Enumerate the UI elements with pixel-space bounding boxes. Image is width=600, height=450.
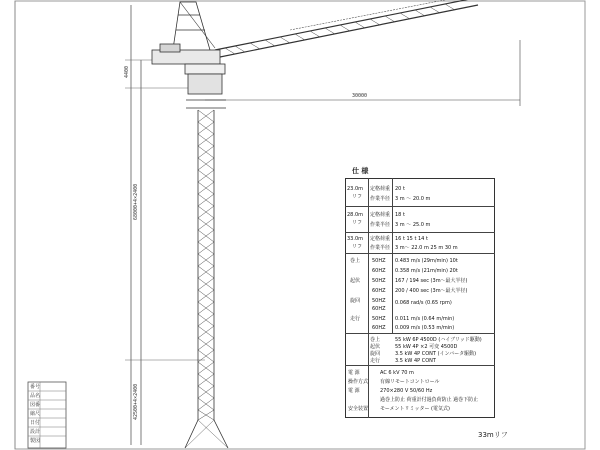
cap-group-2: 28.0m [347,212,364,218]
title-block-label-6: 設計 [30,429,41,435]
motion-hz-1: 50HZ [372,258,386,264]
misc-value-1: AC 6 kV 70 m [380,370,414,376]
motion-section-1: 巻上 [350,258,361,264]
motion-hz-4: 60HZ [372,288,386,294]
drawing-caption: 33mリフ [478,431,508,439]
cap-label-4: 作業半径 [370,222,391,228]
mast-height-label: 68000+4×2400 [133,183,139,220]
crane-mast [185,110,228,448]
misc-value-4: 過巻上防止 荷重計付過負荷防止 過巻下防止 [380,397,479,403]
motion-hz-5: 50HZ [372,298,386,304]
radius-label: 30000 [352,93,368,99]
cap-label-5: 定格荷重 [370,236,391,242]
motor-label-4: 走行 [370,358,381,364]
misc-value-3: 270×280 V 50/60 Hz [380,388,433,394]
title-block-label-4: 縮尺 [30,411,41,417]
cap-value-3: 18 t [395,212,405,218]
crane-head [152,2,226,108]
motion-hz-8: 60HZ [372,325,386,331]
misc-label-1: 電 源 [348,370,360,376]
cap-value-5: 16 t 15 t 14 t [395,236,428,242]
motion-hz-7: 50HZ [372,316,386,322]
motor-value-1: 55 kW 6P 4500D (ハイブリッド駆動) [395,337,482,343]
crane-jib [215,0,478,58]
motor-value-2: 55 kW 4P ×2 可変 4500D [395,344,458,350]
cap-group-1: 23.0m [347,186,364,192]
lower-height-label: 42500+4×2400 [133,383,139,420]
motion-hz-2: 60HZ [372,268,386,274]
table-rule [368,178,369,418]
motor-label-3: 旋回 [370,351,381,357]
motion-value-4: 200 / 400 sec (3m～最大半径) [395,288,468,294]
misc-value-5: モーメントリミッター (電気式) [380,406,450,412]
motion-section-4: 走行 [350,316,361,322]
motion-value-2: 0.358 m/s (21m/min) 20t [395,268,458,274]
cap-sub-3: リフ [352,244,363,250]
motion-hz-6: 60HZ [372,306,386,312]
motion-value-3: 167 / 194 sec (3m～最大半径) [395,278,468,284]
motion-value-1: 0.483 m/s (29m/min) 10t [395,258,458,264]
motor-value-3: 3.5 kW 4P CONT (インバータ駆動) [395,351,477,357]
motion-value-7: 0.011 m/s (0.64 m/min) [395,316,455,322]
motor-label-2: 起伏 [370,344,381,350]
cap-sub-1: リフ [352,194,363,200]
motor-value-4: 3.5 kW 4P CONT [395,358,436,364]
misc-label-2: 操作方式 [348,379,369,385]
drawing-border [15,1,585,449]
misc-label-5: 安全装置 [348,406,369,412]
spec-table-title: 仕 様 [352,167,369,175]
motor-label-1: 巻上 [370,337,381,343]
cap-value-6: 3 m～ 22.0 m 25 m 30 m [395,245,458,251]
cap-value-2: 3 m ～ 20.0 m [395,196,431,202]
motion-value-8: 0.009 m/s (0.53 m/min) [395,325,455,331]
title-block-label-5: 日付 [30,420,41,426]
cap-label-2: 作業半径 [370,196,391,202]
title-block-label-7: 製図 [30,438,41,444]
title-block-label-1: 番号 [30,384,41,390]
misc-label-3: 電 源 [348,388,360,394]
title-block-label-2: 品名 [30,393,41,399]
cap-sub-2: リフ [352,220,363,226]
title-block [28,382,66,448]
cap-label-3: 定格荷重 [370,212,391,218]
cap-value-4: 3 m ～ 25.0 m [395,222,431,228]
motion-section-3: 旋回 [350,298,361,304]
motion-value-5: 0.068 rad/s (0.65 rpm) [395,300,452,306]
cap-value-1: 20 t [395,186,405,192]
cap-label-1: 定格荷重 [370,186,391,192]
title-block-label-3: 図番 [30,402,41,408]
misc-value-2: 有線リモートコントロール [380,379,440,385]
top-height-label: 4400 [124,65,130,78]
cap-group-3: 33.0m [347,236,364,242]
motion-section-2: 起伏 [350,278,361,284]
cap-label-6: 作業半径 [370,245,391,251]
table-rule [392,178,393,333]
motion-hz-3: 50HZ [372,278,386,284]
